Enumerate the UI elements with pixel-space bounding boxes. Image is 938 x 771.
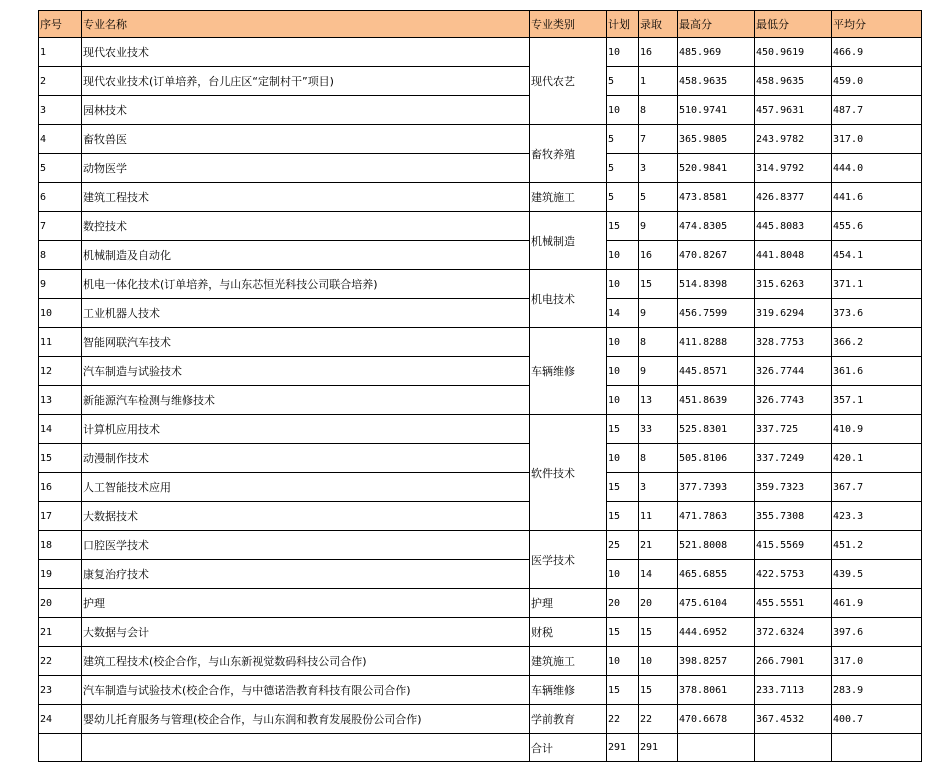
cell-name: 机械制造及自动化 [82, 241, 530, 270]
cell-index: 16 [39, 473, 82, 502]
cell-name: 口腔医学技术 [82, 531, 530, 560]
cell-admitted: 15 [639, 618, 678, 647]
cell-index: 5 [39, 154, 82, 183]
cell-admitted: 3 [639, 473, 678, 502]
total-admitted: 291 [639, 734, 678, 762]
cell-max: 485.969 [678, 38, 755, 67]
cell-min: 450.9619 [755, 38, 832, 67]
cell-name: 人工智能技术应用 [82, 473, 530, 502]
cell-category: 机电技术 [530, 270, 607, 328]
cell-avg: 367.7 [832, 473, 922, 502]
cell-plan: 5 [607, 183, 639, 212]
table-row [39, 589, 922, 618]
cell-min: 422.5753 [755, 560, 832, 589]
table-row [39, 154, 922, 183]
cell-max: 471.7863 [678, 502, 755, 531]
cell-plan: 10 [607, 270, 639, 299]
cell-name: 工业机器人技术 [82, 299, 530, 328]
cell-min: 426.8377 [755, 183, 832, 212]
cell-name: 建筑工程技术(校企合作，与山东新视觉数码科技公司合作) [82, 647, 530, 676]
cell-index: 11 [39, 328, 82, 357]
cell-admitted: 3 [639, 154, 678, 183]
cell-admitted: 21 [639, 531, 678, 560]
cell-max: 514.8398 [678, 270, 755, 299]
cell-admitted: 33 [639, 415, 678, 444]
cell-plan: 10 [607, 560, 639, 589]
total-plan: 291 [607, 734, 639, 762]
cell-min: 455.5551 [755, 589, 832, 618]
cell-name: 现代农业技术(订单培养，台儿庄区“定制村干”项目) [82, 67, 530, 96]
cell-avg: 423.3 [832, 502, 922, 531]
table-row [39, 531, 922, 560]
cell-avg: 357.1 [832, 386, 922, 415]
table-row [39, 415, 922, 444]
cell-avg: 487.7 [832, 96, 922, 125]
cell-name: 大数据与会计 [82, 618, 530, 647]
cell-admitted: 20 [639, 589, 678, 618]
cell-plan: 15 [607, 473, 639, 502]
cell-name: 汽车制造与试验技术 [82, 357, 530, 386]
total-name-cell [82, 734, 530, 762]
total-avg-cell [832, 734, 922, 762]
cell-plan: 14 [607, 299, 639, 328]
cell-category: 车辆维修 [530, 328, 607, 415]
cell-plan: 15 [607, 212, 639, 241]
cell-index: 18 [39, 531, 82, 560]
cell-name: 汽车制造与试验技术(校企合作，与中德诺浩教育科技有限公司合作) [82, 676, 530, 705]
total-row [39, 734, 922, 762]
cell-plan: 5 [607, 154, 639, 183]
cell-name: 现代农业技术 [82, 38, 530, 67]
table-row [39, 96, 922, 125]
cell-admitted: 16 [639, 241, 678, 270]
cell-index: 3 [39, 96, 82, 125]
header-category: 专业类别 [530, 11, 607, 38]
cell-plan: 22 [607, 705, 639, 734]
cell-name: 园林技术 [82, 96, 530, 125]
cell-category: 护理 [530, 589, 607, 618]
cell-index: 1 [39, 38, 82, 67]
cell-max: 470.8267 [678, 241, 755, 270]
cell-admitted: 11 [639, 502, 678, 531]
header-avg: 平均分 [832, 11, 922, 38]
admission-table-sheet [38, 10, 922, 762]
cell-max: 456.7599 [678, 299, 755, 328]
cell-index: 24 [39, 705, 82, 734]
cell-index: 4 [39, 125, 82, 154]
cell-admitted: 9 [639, 212, 678, 241]
cell-plan: 10 [607, 328, 639, 357]
cell-category: 畜牧养殖 [530, 125, 607, 183]
cell-max: 475.6104 [678, 589, 755, 618]
header-max: 最高分 [678, 11, 755, 38]
cell-avg: 420.1 [832, 444, 922, 473]
cell-max: 520.9841 [678, 154, 755, 183]
header-name: 专业名称 [82, 11, 530, 38]
cell-admitted: 9 [639, 299, 678, 328]
table-row [39, 444, 922, 473]
cell-min: 233.7113 [755, 676, 832, 705]
cell-index: 12 [39, 357, 82, 386]
cell-min: 355.7308 [755, 502, 832, 531]
cell-index: 9 [39, 270, 82, 299]
cell-index: 19 [39, 560, 82, 589]
header-index: 序号 [39, 11, 82, 38]
cell-min: 315.6263 [755, 270, 832, 299]
header-plan: 计划 [607, 11, 639, 38]
cell-name: 建筑工程技术 [82, 183, 530, 212]
cell-category: 建筑施工 [530, 647, 607, 676]
cell-min: 337.725 [755, 415, 832, 444]
cell-avg: 444.0 [832, 154, 922, 183]
cell-avg: 410.9 [832, 415, 922, 444]
cell-max: 398.8257 [678, 647, 755, 676]
cell-plan: 10 [607, 38, 639, 67]
cell-max: 473.8581 [678, 183, 755, 212]
cell-min: 415.5569 [755, 531, 832, 560]
cell-index: 10 [39, 299, 82, 328]
cell-avg: 439.5 [832, 560, 922, 589]
cell-admitted: 10 [639, 647, 678, 676]
cell-min: 319.6294 [755, 299, 832, 328]
cell-index: 2 [39, 67, 82, 96]
table-row [39, 676, 922, 705]
cell-name: 智能网联汽车技术 [82, 328, 530, 357]
header-admitted: 录取 [639, 11, 678, 38]
cell-min: 326.7743 [755, 386, 832, 415]
cell-admitted: 14 [639, 560, 678, 589]
cell-avg: 441.6 [832, 183, 922, 212]
table-row [39, 212, 922, 241]
table-row [39, 618, 922, 647]
cell-plan: 20 [607, 589, 639, 618]
table-row [39, 299, 922, 328]
cell-index: 8 [39, 241, 82, 270]
cell-min: 243.9782 [755, 125, 832, 154]
admission-table [38, 10, 922, 762]
cell-avg: 283.9 [832, 676, 922, 705]
cell-name: 康复治疗技术 [82, 560, 530, 589]
cell-index: 7 [39, 212, 82, 241]
cell-avg: 366.2 [832, 328, 922, 357]
table-row [39, 357, 922, 386]
table-row [39, 183, 922, 212]
cell-max: 510.9741 [678, 96, 755, 125]
cell-admitted: 16 [639, 38, 678, 67]
cell-category: 车辆维修 [530, 676, 607, 705]
cell-admitted: 22 [639, 705, 678, 734]
table-row [39, 560, 922, 589]
cell-admitted: 15 [639, 676, 678, 705]
cell-min: 445.8083 [755, 212, 832, 241]
cell-max: 470.6678 [678, 705, 755, 734]
cell-plan: 10 [607, 647, 639, 676]
total-index-cell [39, 734, 82, 762]
table-row [39, 270, 922, 299]
cell-max: 465.6855 [678, 560, 755, 589]
cell-avg: 317.0 [832, 647, 922, 676]
cell-name: 动漫制作技术 [82, 444, 530, 473]
cell-plan: 15 [607, 502, 639, 531]
cell-index: 14 [39, 415, 82, 444]
cell-min: 328.7753 [755, 328, 832, 357]
table-body [39, 38, 922, 734]
cell-category: 现代农艺 [530, 38, 607, 125]
header-min: 最低分 [755, 11, 832, 38]
cell-index: 15 [39, 444, 82, 473]
cell-max: 521.8008 [678, 531, 755, 560]
header-row [39, 11, 922, 38]
table-row [39, 705, 922, 734]
cell-name: 计算机应用技术 [82, 415, 530, 444]
cell-plan: 15 [607, 618, 639, 647]
cell-min: 314.9792 [755, 154, 832, 183]
total-max-cell [678, 734, 755, 762]
total-min-cell [755, 734, 832, 762]
table-row [39, 67, 922, 96]
cell-name: 数控技术 [82, 212, 530, 241]
cell-admitted: 1 [639, 67, 678, 96]
cell-category: 机械制造 [530, 212, 607, 270]
cell-name: 机电一体化技术(订单培养，与山东芯恒光科技公司联合培养) [82, 270, 530, 299]
cell-name: 护理 [82, 589, 530, 618]
cell-name: 婴幼儿托育服务与管理(校企合作，与山东润和教育发展股份公司合作) [82, 705, 530, 734]
cell-index: 6 [39, 183, 82, 212]
cell-avg: 397.6 [832, 618, 922, 647]
cell-max: 377.7393 [678, 473, 755, 502]
cell-admitted: 5 [639, 183, 678, 212]
cell-avg: 455.6 [832, 212, 922, 241]
cell-name: 动物医学 [82, 154, 530, 183]
cell-category: 软件技术 [530, 415, 607, 531]
cell-admitted: 9 [639, 357, 678, 386]
cell-category: 学前教育 [530, 705, 607, 734]
cell-avg: 459.0 [832, 67, 922, 96]
cell-min: 457.9631 [755, 96, 832, 125]
cell-max: 444.6952 [678, 618, 755, 647]
cell-plan: 10 [607, 386, 639, 415]
cell-avg: 461.9 [832, 589, 922, 618]
cell-min: 266.7901 [755, 647, 832, 676]
cell-plan: 5 [607, 125, 639, 154]
cell-avg: 451.2 [832, 531, 922, 560]
cell-min: 326.7744 [755, 357, 832, 386]
cell-max: 411.8288 [678, 328, 755, 357]
cell-admitted: 13 [639, 386, 678, 415]
cell-index: 20 [39, 589, 82, 618]
table-row [39, 38, 922, 67]
cell-min: 441.8048 [755, 241, 832, 270]
cell-min: 367.4532 [755, 705, 832, 734]
cell-plan: 15 [607, 415, 639, 444]
cell-admitted: 7 [639, 125, 678, 154]
cell-avg: 317.0 [832, 125, 922, 154]
cell-category: 财税 [530, 618, 607, 647]
cell-avg: 400.7 [832, 705, 922, 734]
cell-index: 22 [39, 647, 82, 676]
cell-avg: 371.1 [832, 270, 922, 299]
cell-max: 474.8305 [678, 212, 755, 241]
cell-name: 大数据技术 [82, 502, 530, 531]
cell-max: 445.8571 [678, 357, 755, 386]
cell-avg: 454.1 [832, 241, 922, 270]
cell-plan: 15 [607, 676, 639, 705]
cell-category: 建筑施工 [530, 183, 607, 212]
table-row [39, 502, 922, 531]
table-row [39, 473, 922, 502]
cell-plan: 25 [607, 531, 639, 560]
cell-index: 17 [39, 502, 82, 531]
cell-admitted: 8 [639, 96, 678, 125]
cell-name: 新能源汽车检测与维修技术 [82, 386, 530, 415]
cell-plan: 5 [607, 67, 639, 96]
cell-admitted: 8 [639, 444, 678, 473]
table-row [39, 125, 922, 154]
table-row [39, 386, 922, 415]
cell-index: 21 [39, 618, 82, 647]
table-row [39, 328, 922, 357]
cell-min: 372.6324 [755, 618, 832, 647]
cell-avg: 373.6 [832, 299, 922, 328]
cell-admitted: 15 [639, 270, 678, 299]
cell-max: 505.8106 [678, 444, 755, 473]
cell-max: 365.9805 [678, 125, 755, 154]
cell-plan: 10 [607, 357, 639, 386]
cell-max: 451.8639 [678, 386, 755, 415]
cell-max: 458.9635 [678, 67, 755, 96]
cell-max: 525.8301 [678, 415, 755, 444]
table-row [39, 241, 922, 270]
cell-plan: 10 [607, 96, 639, 125]
cell-index: 23 [39, 676, 82, 705]
cell-max: 378.8061 [678, 676, 755, 705]
cell-category: 医学技术 [530, 531, 607, 589]
cell-index: 13 [39, 386, 82, 415]
table-row [39, 647, 922, 676]
cell-avg: 361.6 [832, 357, 922, 386]
cell-admitted: 8 [639, 328, 678, 357]
cell-plan: 10 [607, 241, 639, 270]
cell-min: 359.7323 [755, 473, 832, 502]
cell-min: 458.9635 [755, 67, 832, 96]
cell-avg: 466.9 [832, 38, 922, 67]
cell-min: 337.7249 [755, 444, 832, 473]
cell-name: 畜牧兽医 [82, 125, 530, 154]
cell-plan: 10 [607, 444, 639, 473]
total-label: 合计 [530, 734, 607, 762]
